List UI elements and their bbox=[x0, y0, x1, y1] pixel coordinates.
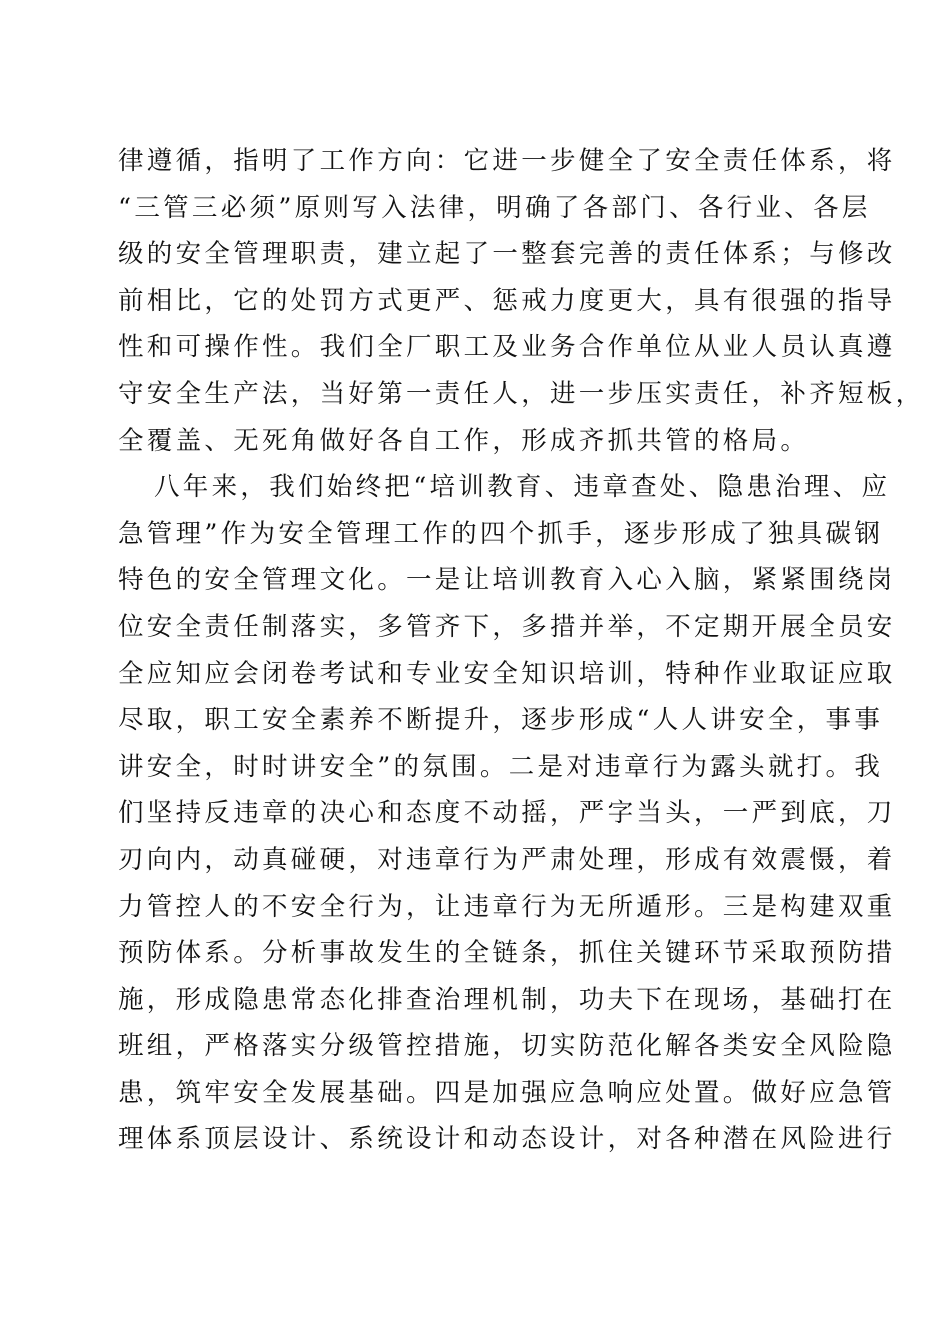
text-line: 全覆盖、无死角做好各自工作，形成齐抓共管的格局。 bbox=[118, 425, 810, 456]
text-line: 急管理”作为安全管理工作的四个抓手，逐步形成了独具碳钢 bbox=[118, 518, 884, 549]
text-line: 尽取，职工安全素养不断提升，逐步形成“人人讲安全，事事 bbox=[118, 705, 884, 736]
text-line: 刃向内，动真碰硬，对违章行为严肃处理，形成有效震慑，着 bbox=[118, 844, 896, 875]
text-line: “三管三必须”原则写入法律，明确了各部门、各行业、各层 bbox=[118, 192, 871, 223]
text-line: 全应知应会闭卷考试和专业安全知识培训，特种作业取证应取 bbox=[118, 658, 896, 689]
text-line: 守安全生产法，当好第一责任人，进一步压实责任，补齐短板， bbox=[118, 378, 925, 409]
text-line: 预防体系。分析事故发生的全链条，抓住关键环节采取预防措 bbox=[118, 938, 896, 969]
paragraph-start-line: 八年来，我们始终把“培训教育、违章查处、隐患治理、应 bbox=[154, 472, 891, 503]
text-line: 位安全责任制落实，多管齐下，多措并举，不定期开展全员安 bbox=[118, 611, 896, 642]
text-line: 们坚持反违章的决心和态度不动摇，严字当头，一严到底，刀 bbox=[118, 798, 896, 829]
text-line: 患，筑牢安全发展基础。四是加强应急响应处置。做好应急管 bbox=[118, 1077, 896, 1108]
text-line: 班组，严格落实分级管控措施，切实防范化解各类安全风险隐 bbox=[118, 1031, 896, 1062]
text-line: 施，形成隐患常态化排查治理机制，功夫下在现场，基础打在 bbox=[118, 984, 896, 1015]
text-line: 律遵循，指明了工作方向：它进一步健全了安全责任体系，将 bbox=[118, 146, 896, 176]
body-text bbox=[118, 138, 925, 1163]
text-line: 级的安全管理职责，建立起了一整套完善的责任体系；与修改 bbox=[118, 239, 896, 270]
text-line: 性和可操作性。我们全厂职工及业务合作单位从业人员认真遵 bbox=[118, 332, 896, 363]
text-line: 理体系顶层设计、系统设计和动态设计，对各种潜在风险进行 bbox=[118, 1124, 896, 1155]
text-line: 力管控人的不安全行为，让违章行为无所遁形。三是构建双重 bbox=[118, 891, 896, 922]
text-line: 前相比，它的处罚方式更严、惩戒力度更大，具有很强的指导 bbox=[118, 285, 896, 316]
text-line: 讲安全，时时讲安全”的氛围。二是对违章行为露头就打。我 bbox=[118, 751, 884, 782]
text-line: 特色的安全管理文化。一是让培训教育入心入脑，紧紧围绕岗 bbox=[118, 565, 896, 596]
